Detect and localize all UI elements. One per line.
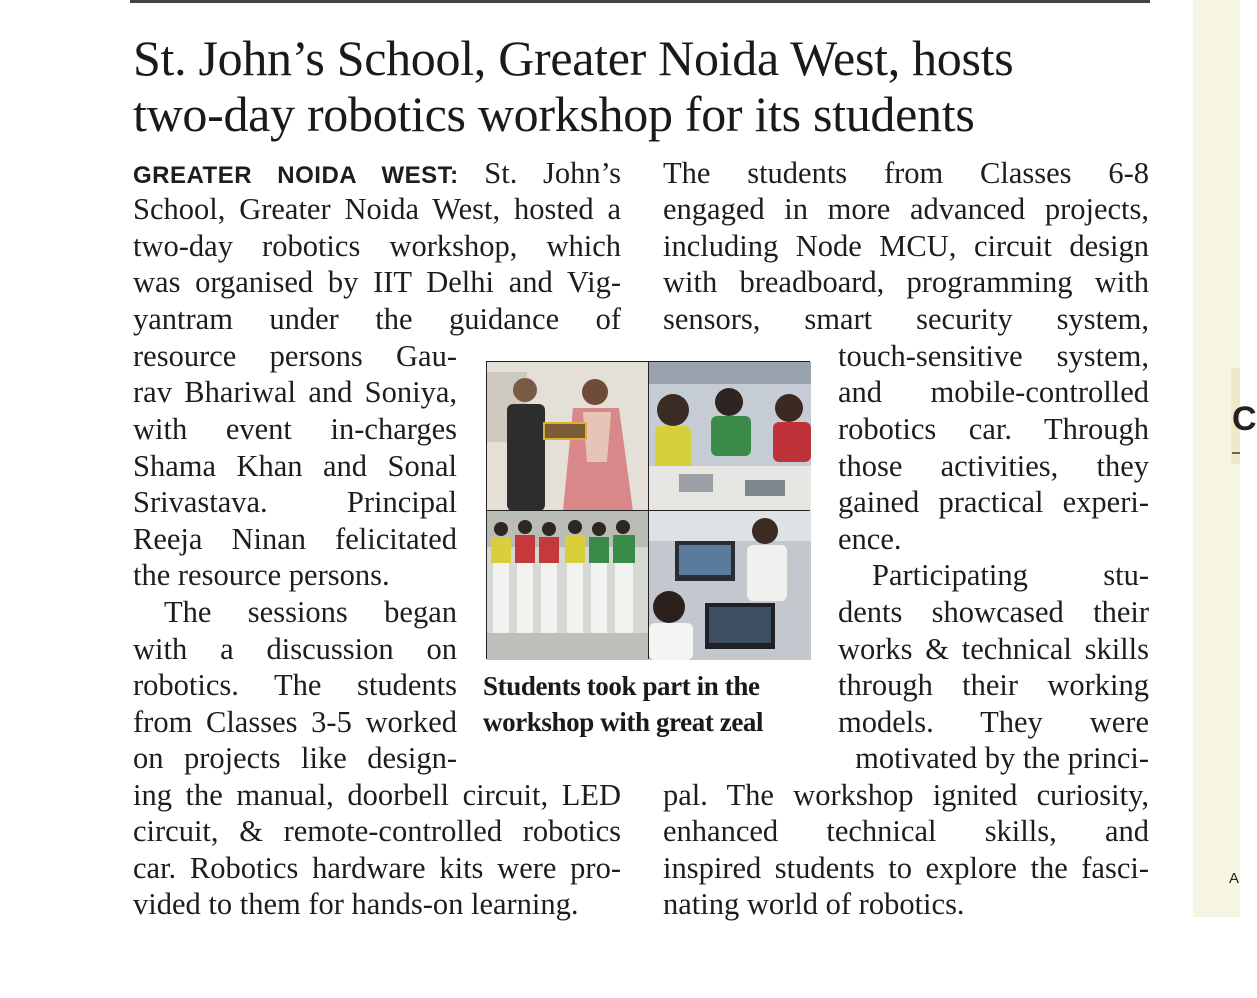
body-line: gained practical experi- xyxy=(838,485,1149,519)
body-line: the resource persons. xyxy=(133,558,390,592)
body-line: inspired students to explore the fasci- xyxy=(663,851,1149,885)
photo-felicitation xyxy=(486,361,648,510)
body-line: robotics. The students xyxy=(133,668,457,702)
photo-group xyxy=(486,510,648,659)
adjacent-column-letter-bottom: A xyxy=(1229,870,1240,887)
body-line: enhanced technical skills, and xyxy=(663,814,1149,848)
body-line: nating world of robotics. xyxy=(663,887,965,921)
adjacent-column-letter: C xyxy=(1232,400,1257,438)
body-line: robotics car. Through xyxy=(838,412,1149,446)
body-line: was organised by IIT Delhi and Vig- xyxy=(133,265,621,299)
headline-line-1: St. John’s School, Greater Noida West, hosts xyxy=(133,30,1014,86)
body-line: two-day robotics workshop, which xyxy=(133,229,621,263)
body-line: models. They were xyxy=(838,705,1149,739)
body-line: The sessions began xyxy=(164,595,457,629)
body-line: yantram under the guidance of xyxy=(133,302,621,336)
body-line: Participating stu- xyxy=(872,558,1149,592)
body-line: Srivastava. Principal xyxy=(133,485,457,519)
body-line: Shama Khan and Sonal xyxy=(133,449,457,483)
photo-caption xyxy=(483,668,813,740)
body-line: sensors, smart security system, xyxy=(663,302,1149,336)
body-line: on projects like design- xyxy=(133,741,457,775)
body-line: rav Bhariwal and Soniya, xyxy=(133,375,457,409)
body-line: those activities, they xyxy=(838,449,1149,483)
adjacent-column-line xyxy=(1232,452,1240,454)
body-line: dents showcased their xyxy=(838,595,1149,629)
body-line: works & technical skills xyxy=(838,632,1149,666)
body-line: Reeja Ninan felicitated xyxy=(133,522,457,556)
body-line: vided to them for hands-on learning. xyxy=(133,887,579,921)
photo-students-working xyxy=(648,361,810,510)
headline-line-2: two-day robotics workshop for its students xyxy=(133,86,975,142)
body-line: ing the manual, doorbell circuit, LED xyxy=(133,778,621,812)
caption-line-2: workshop with great zeal xyxy=(483,707,764,737)
body-line: through their working xyxy=(838,668,1149,702)
body-line: with breadboard, programming with xyxy=(663,265,1149,299)
body-line: engaged in more advanced projects, xyxy=(663,192,1149,226)
photo-collage xyxy=(486,361,810,659)
body-line: ence. xyxy=(838,522,902,556)
body-line: resource persons Gau- xyxy=(133,339,457,373)
dateline: GREATER NOIDA WEST: xyxy=(133,162,459,189)
body-line: The students from Classes 6-8 xyxy=(663,156,1149,190)
body-line: including Node MCU, circuit design xyxy=(663,229,1149,263)
body-line: car. Robotics hardware kits were pro- xyxy=(133,851,621,885)
body-line: touch-sensitive system, xyxy=(838,339,1149,373)
body-line: from Classes 3-5 worked xyxy=(133,705,457,739)
body-line: with a discussion on xyxy=(133,632,457,666)
top-rule xyxy=(130,0,1150,3)
body-line: pal. The workshop ignited curiosity, xyxy=(663,778,1149,812)
body-line: GREATER NOIDA WEST: St. John’s xyxy=(133,156,622,190)
body-line: School, Greater Noida West, hosted a xyxy=(133,192,621,226)
body-line: circuit, & remote-controlled robotics xyxy=(133,814,621,848)
body-line: with event in-charges xyxy=(133,412,457,446)
body-line: motivated by the princi- xyxy=(855,741,1149,775)
photo-computer-lab xyxy=(648,510,810,659)
body-line: and mobile-controlled xyxy=(838,375,1149,409)
caption-line-1: Students took part in the xyxy=(483,671,760,701)
headline xyxy=(133,30,1143,142)
